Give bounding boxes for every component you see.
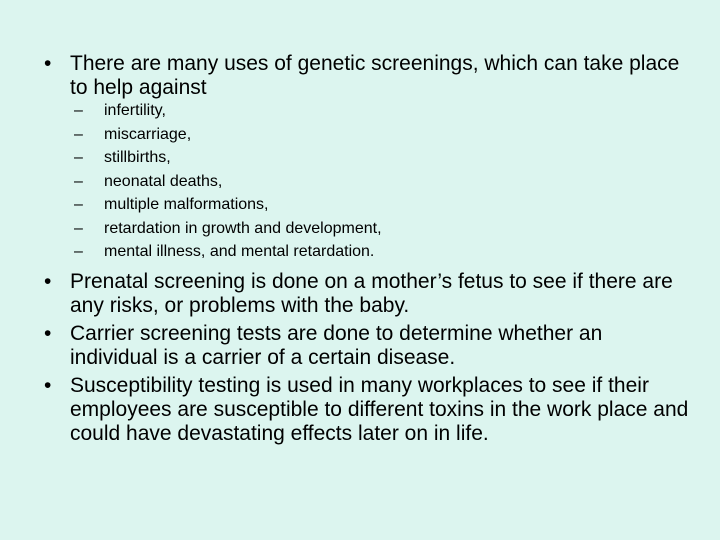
bullet-text: Susceptibility testing is used in many workplaces to see if their employees are susceptible to different toxins in the work place and could have devastating effects later on in life.	[70, 374, 689, 445]
bullet-icon: •	[44, 52, 52, 75]
sub-item-text: retardation in growth and development,	[104, 219, 382, 237]
dash-icon: –	[74, 102, 83, 119]
bullet-item-genetic-screenings	[44, 52, 694, 100]
sub-item	[74, 217, 674, 241]
dash-icon: –	[74, 196, 83, 213]
bullet-item-carrier-screening	[44, 322, 694, 370]
dash-icon: –	[74, 219, 83, 237]
sub-item	[74, 99, 674, 123]
sub-list	[74, 99, 674, 264]
bullet-icon: •	[44, 270, 52, 293]
sub-item	[74, 170, 674, 194]
bullet-item-susceptibility-testing	[44, 374, 694, 446]
bullet-text: Carrier screening tests are done to determine whether an individual is a carrier of a certain disease.	[70, 322, 603, 369]
dash-icon: –	[74, 172, 83, 190]
bullet-item-prenatal-screening	[44, 270, 694, 318]
bullet-icon: •	[44, 374, 52, 397]
sub-item-text: stillbirths,	[104, 149, 171, 166]
bullet-icon: •	[44, 322, 52, 345]
sub-item-text: multiple malformations,	[104, 196, 269, 213]
sub-item-text: miscarriage,	[104, 125, 192, 143]
sub-item-text: mental illness, and mental retardation.	[104, 243, 375, 260]
dash-icon: –	[74, 149, 83, 166]
dash-icon: –	[74, 243, 83, 260]
sub-item-text: infertility,	[104, 102, 166, 119]
sub-item	[74, 123, 674, 147]
sub-item	[74, 240, 674, 264]
bullet-text: There are many uses of genetic screenings, which can take place to help against	[70, 52, 680, 99]
sub-item	[74, 146, 674, 170]
sub-item-text: neonatal deaths,	[104, 172, 223, 190]
bullet-text: Prenatal screening is done on a mother’s fetus to see if there are any risks, or problems with the baby.	[70, 270, 673, 317]
sub-item	[74, 193, 674, 217]
dash-icon: –	[74, 125, 83, 143]
